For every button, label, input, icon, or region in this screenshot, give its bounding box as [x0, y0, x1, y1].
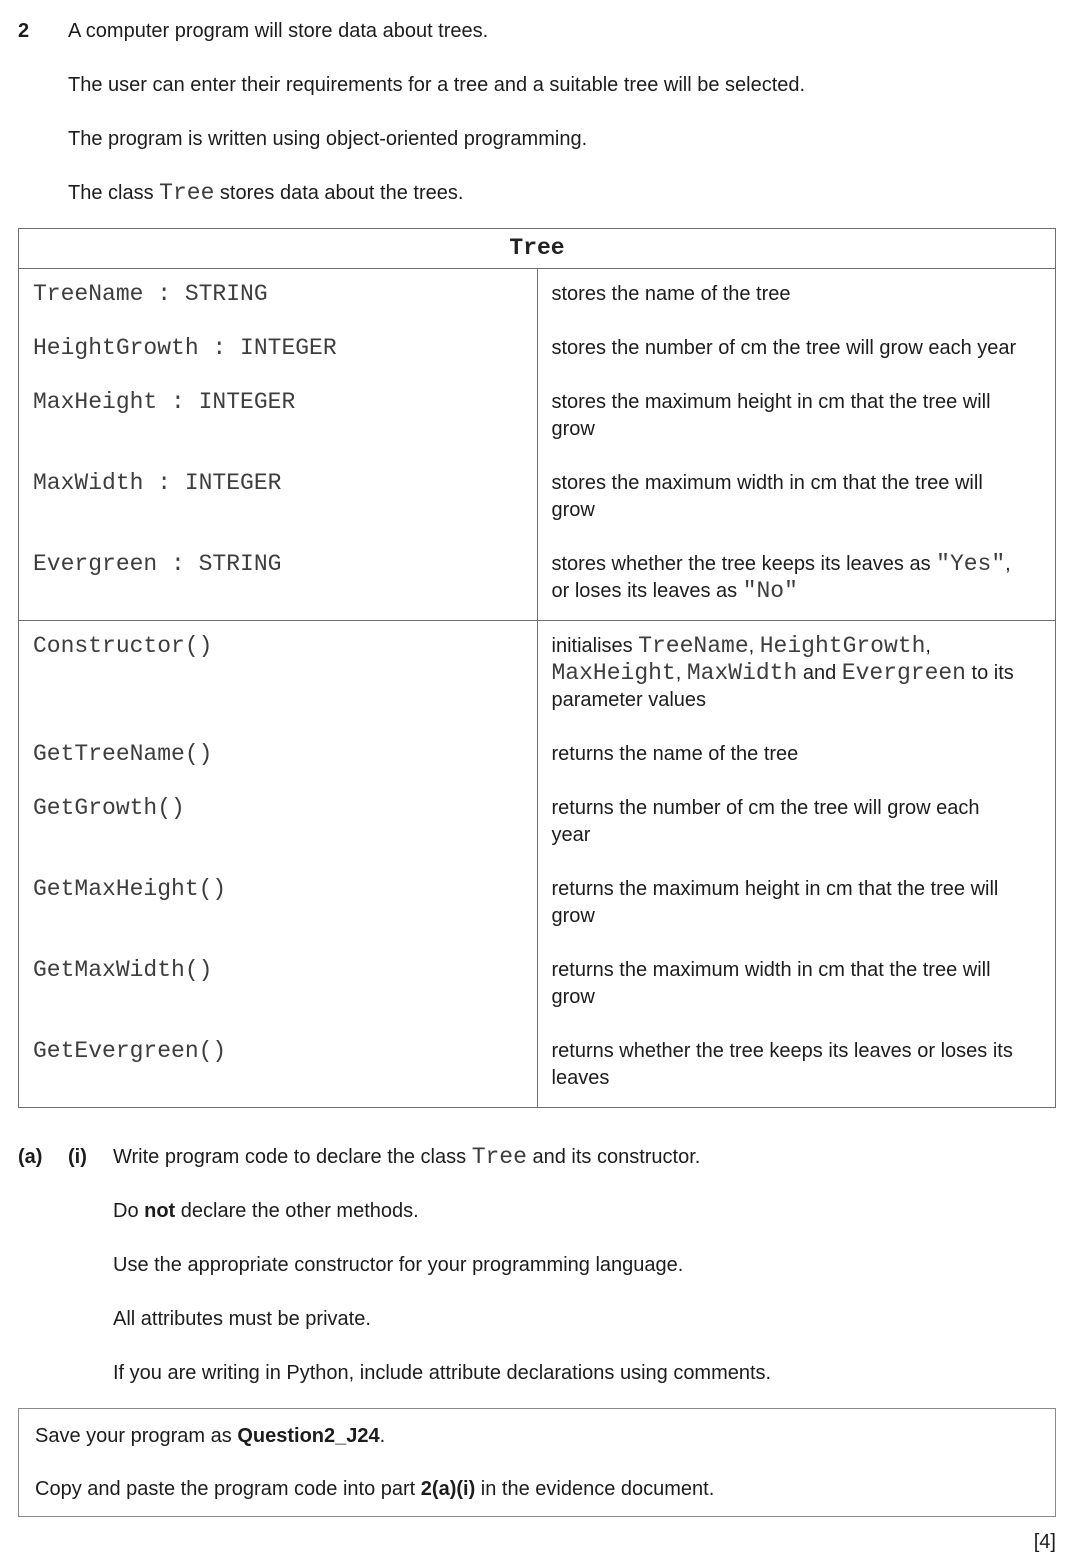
instruction-paragraph: If you are writing in Python, include attribute declarations using comments. [113, 1362, 772, 1384]
method-row [19, 1026, 1056, 1108]
attribute-desc: stores the name of the tree [537, 269, 1056, 324]
marks-label: [4] [1033, 1531, 1056, 1553]
method-row [19, 729, 1056, 783]
instruction-paragraph: All attributes must be private. [113, 1308, 371, 1330]
intro-paragraph: The user can enter their requirements for a tree and a suitable tree will be selected. [68, 74, 806, 96]
attribute-name: Evergreen : STRING [19, 539, 538, 621]
method-name: GetMaxHeight() [19, 864, 538, 945]
attribute-name: MaxHeight : INTEGER [19, 377, 538, 458]
part-a-i-body [113, 1144, 1056, 1387]
method-name: GetMaxWidth() [19, 945, 538, 1026]
attribute-name: MaxWidth : INTEGER [19, 458, 538, 539]
save-instruction-box [18, 1408, 1056, 1517]
subpart-label: (i) [68, 1146, 87, 1168]
attribute-desc: stores the number of cm the tree will grow each year [551, 337, 1017, 359]
class-table-title: Tree [509, 235, 565, 261]
attribute-desc: stores whether the tree keeps its leaves as "Yes", or loses its leaves as "No" [551, 551, 1011, 604]
attribute-row [19, 323, 1056, 377]
instruction-paragraph: Use the appropriate constructor for your programming language. [113, 1254, 684, 1276]
method-name: GetTreeName() [19, 729, 538, 783]
attribute-row [19, 458, 1056, 539]
method-name: Constructor() [19, 621, 538, 730]
intro-paragraph: The class Tree stores data about the trees. [68, 180, 464, 206]
instruction-paragraph: Do not declare the other methods. [113, 1200, 419, 1222]
attribute-row [19, 269, 1056, 324]
part-label: (a) [18, 1146, 43, 1168]
intro-paragraph: A computer program will store data about trees. [68, 20, 489, 42]
attribute-name: TreeName : STRING [19, 269, 538, 324]
save-box-line: Save your program as Question2_J24. [35, 1425, 386, 1447]
instruction-paragraph: Write program code to declare the class Tree and its constructor. [113, 1144, 701, 1170]
question-intro-body [68, 18, 1056, 207]
method-name: GetGrowth() [19, 783, 538, 864]
question-intro [18, 18, 1056, 207]
save-box-line: Copy and paste the program code into part 2(a)(i) in the evidence document. [35, 1478, 715, 1500]
method-row [19, 945, 1056, 1026]
method-desc: initialises TreeName, HeightGrowth, MaxHeight, MaxWidth and Evergreen to its parameter values [537, 621, 1056, 730]
question-number: 2 [18, 20, 30, 42]
method-row [19, 864, 1056, 945]
method-desc: returns whether the tree keeps its leaves or loses its leaves [551, 1040, 1013, 1089]
class-table-header-row [19, 229, 1056, 269]
method-desc: returns the maximum width in cm that the tree will grow [551, 959, 991, 1008]
part-a-i [18, 1144, 1056, 1387]
attribute-name: HeightGrowth : INTEGER [19, 323, 538, 377]
attribute-desc: stores the maximum height in cm that the tree will grow [551, 391, 991, 440]
method-desc: returns the name of the tree [551, 743, 799, 765]
method-row [19, 621, 1056, 730]
method-desc: returns the maximum height in cm that the tree will grow [551, 878, 999, 927]
attribute-desc: stores the maximum width in cm that the tree will grow [551, 472, 983, 521]
attribute-row [19, 377, 1056, 458]
method-desc: returns the number of cm the tree will grow each year [551, 797, 980, 846]
method-name: GetEvergreen() [19, 1026, 538, 1108]
class-table [18, 228, 1056, 1108]
attribute-row [19, 539, 1056, 621]
method-row [19, 783, 1056, 864]
intro-paragraph: The program is written using object-oriented programming. [68, 128, 588, 150]
